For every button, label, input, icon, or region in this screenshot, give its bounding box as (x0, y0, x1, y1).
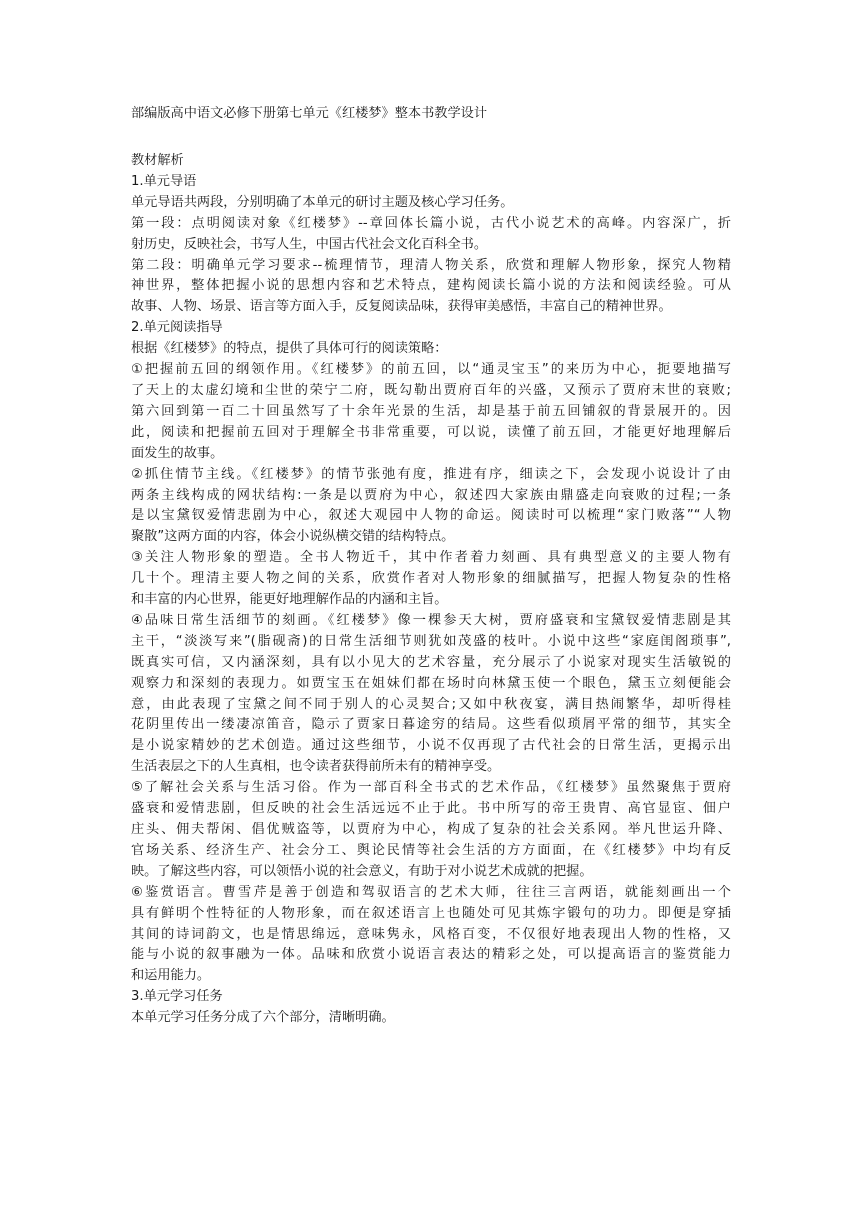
paragraph (131, 987, 731, 1008)
text-line: 两条主线构成的网状结构:一条是以贾府为中心，叙述四大家族由鼎盛走向衰败的过程;一条 (131, 487, 731, 503)
text-line: 根据《红楼梦》的特点，提供了具体可行的阅读策略： (131, 341, 448, 357)
paragraph (131, 193, 731, 214)
text-line: ④品味日常生活细节的刻画。《红楼梦》像一棵参天大树，贾府盛衰和宝黛钗爱情悲剧是其 (131, 612, 731, 628)
paragraph (131, 339, 731, 360)
text-line: 单元导语共两段，分别明确了本单元的研讨主题及核心学习任务。 (131, 194, 514, 210)
text-line: 官场关系、经济生产、社会分工、舆论民情等社会生活的方方面面，在《红楼梦》中均有反 (131, 842, 731, 858)
paragraph (131, 778, 731, 883)
text-line: ⑥鉴赏语言。曹雪芹是善于创造和驾驭语言的艺术大师，往往三言两语，就能刻画出一个 (131, 884, 731, 900)
text-line: ⑤了解社会关系与生活习俗。作为一部百科全书式的艺术作品，《红楼梦》虽然聚焦于贾府 (131, 780, 731, 796)
text-line: 2.单元阅读指导 (131, 320, 223, 336)
text-line: 面发生的故事。 (131, 445, 224, 461)
paragraph (131, 548, 731, 611)
text-line: 映。了解这些内容，可以领悟小说的社会意义，有助于对小说艺术成就的把握。 (131, 863, 593, 879)
text-line: 本单元学习任务分成了六个部分，清晰明确。 (131, 1010, 395, 1026)
text-line: 主干，“淡淡写来”(脂砚斋)的日常生活细节则犹如茂盛的枝叶。小说中这些“家庭闺阁琐事”, (131, 633, 731, 649)
paragraph (131, 1008, 731, 1029)
text-line: 神世界，整体把握小说的思想内容和艺术特点，建构阅读长篇小说的方法和阅读经验。可从 (131, 278, 731, 294)
text-line: 其间的诗词韵文，也是情思绵远，意味隽永，风格百变，不仅很好地表现出人物的性格，又 (131, 926, 731, 942)
document-body (131, 151, 731, 1029)
paragraph (131, 214, 731, 256)
text-line: 具有鲜明个性特征的人物形象，而在叙述语言上也随处可见其炼字锻句的功力。即便是穿插 (131, 905, 731, 921)
document-title: 部编版高中语文必修下册第七单元《红楼梦》整本书教学设计 (131, 106, 488, 121)
text-line: ①把握前五回的纲领作用。《红楼梦》的前五回，以“通灵宝玉”的来历为中心，扼要地描写 (131, 362, 731, 378)
text-line: 意，由此表现了宝黛之间不同于别人的心灵契合;又如中秋夜宴，满目热闹繁华，却听得桂 (131, 696, 731, 712)
text-line: 既真实可信，又内涵深刻，具有以小见大的艺术容量，充分展示了小说家对现实生活敏锐的 (131, 654, 731, 670)
text-line: 此，阅读和把握前五回对于理解全书非常重要，可以说，读懂了前五回，才能更好地理解后 (131, 424, 731, 440)
document-page (131, 104, 731, 1029)
text-line: 庄头、佣夫帮闲、倡优贼盗等，以贾府为中心，构成了复杂的社会关系网。举凡世运升降、 (131, 822, 731, 837)
paragraph (131, 151, 731, 172)
text-line: 聚散”这两方面的内容，体会小说纵横交错的结构特点。 (131, 529, 455, 545)
text-line: 3.单元学习任务 (131, 989, 223, 1005)
text-line: 第二段：明确单元学习要求--梳理情节，理清人物关系，欣赏和理解人物形象，探究人物精 (131, 257, 731, 273)
paragraph (131, 318, 731, 339)
text-line: 观察力和深刻的表现力。如贾宝玉在姐妹们都在场时向林黛玉使一个眼色，黛玉立刻便能会 (131, 675, 731, 691)
text-line: 和丰富的内心世界，能更好地理解作品的内涵和主旨。 (131, 592, 448, 608)
paragraph (131, 883, 731, 988)
paragraph (131, 611, 731, 778)
text-line: 盛衰和爱情悲剧，但反映的社会生活远远不止于此。书中所写的帝王贵胄、高官显宦、佃户 (131, 801, 731, 817)
text-line: 教材解析 (131, 153, 184, 168)
paragraph (131, 360, 731, 465)
text-line: 是小说家精妙的艺术创造。通过这些细节，小说不仅再现了古代社会的日常生活，更揭示出 (131, 738, 731, 754)
text-line: 故事、人物、场景、语言等方面入手，反复阅读品味，获得审美感悟，丰富自己的精神世界。 (131, 299, 672, 315)
text-line: 1.单元导语 (131, 173, 197, 189)
paragraph (131, 172, 731, 193)
text-line: 第六回到第一百二十回虽然写了十余年光景的生活，却是基于前五回铺叙的背景展开的。因 (131, 403, 731, 419)
text-line: 花阴里传出一缕凄凉笛音，隐示了贾家日暮途穷的结局。这些看似琐屑平常的细节，其实全 (131, 717, 731, 733)
text-line: 第一段：点明阅读对象《红楼梦》--章回体长篇小说，古代小说艺术的高峰。内容深广，折 (131, 215, 731, 231)
text-line: ②抓住情节主线。《红楼梦》的情节张弛有度，推进有序，细读之下，会发现小说设计了由 (131, 466, 731, 482)
text-line: 是以宝黛钗爱情悲剧为中心，叙述大观园中人物的命运。阅读时可以梳理“家门败落”“人物 (131, 508, 731, 524)
text-line: 能与小说的叙事融为一体。品味和欣赏小说语言表达的精彩之处，可以提高语言的鉴赏能力 (131, 947, 731, 963)
text-line: 了天上的太虚幻境和尘世的荣宁二府，既勾勒出贾府百年的兴盛，又预示了贾府末世的衰败; (131, 382, 731, 398)
text-line: 射历史，反映社会，书写人生，中国古代社会文化百科全书。 (131, 236, 488, 252)
paragraph (131, 256, 731, 319)
text-line: 生活表层之下的人生真相，也令读者获得前所未有的精神享受。 (131, 759, 501, 775)
text-line: ③关注人物形象的塑造。全书人物近千，其中作者着力刻画、具有典型意义的主要人物有 (131, 550, 731, 566)
text-line: 几十个。理清主要人物之间的关系，欣赏作者对人物形象的细腻描写，把握人物复杂的性格 (131, 571, 731, 587)
paragraph (131, 465, 731, 549)
text-line: 和运用能力。 (131, 968, 211, 984)
